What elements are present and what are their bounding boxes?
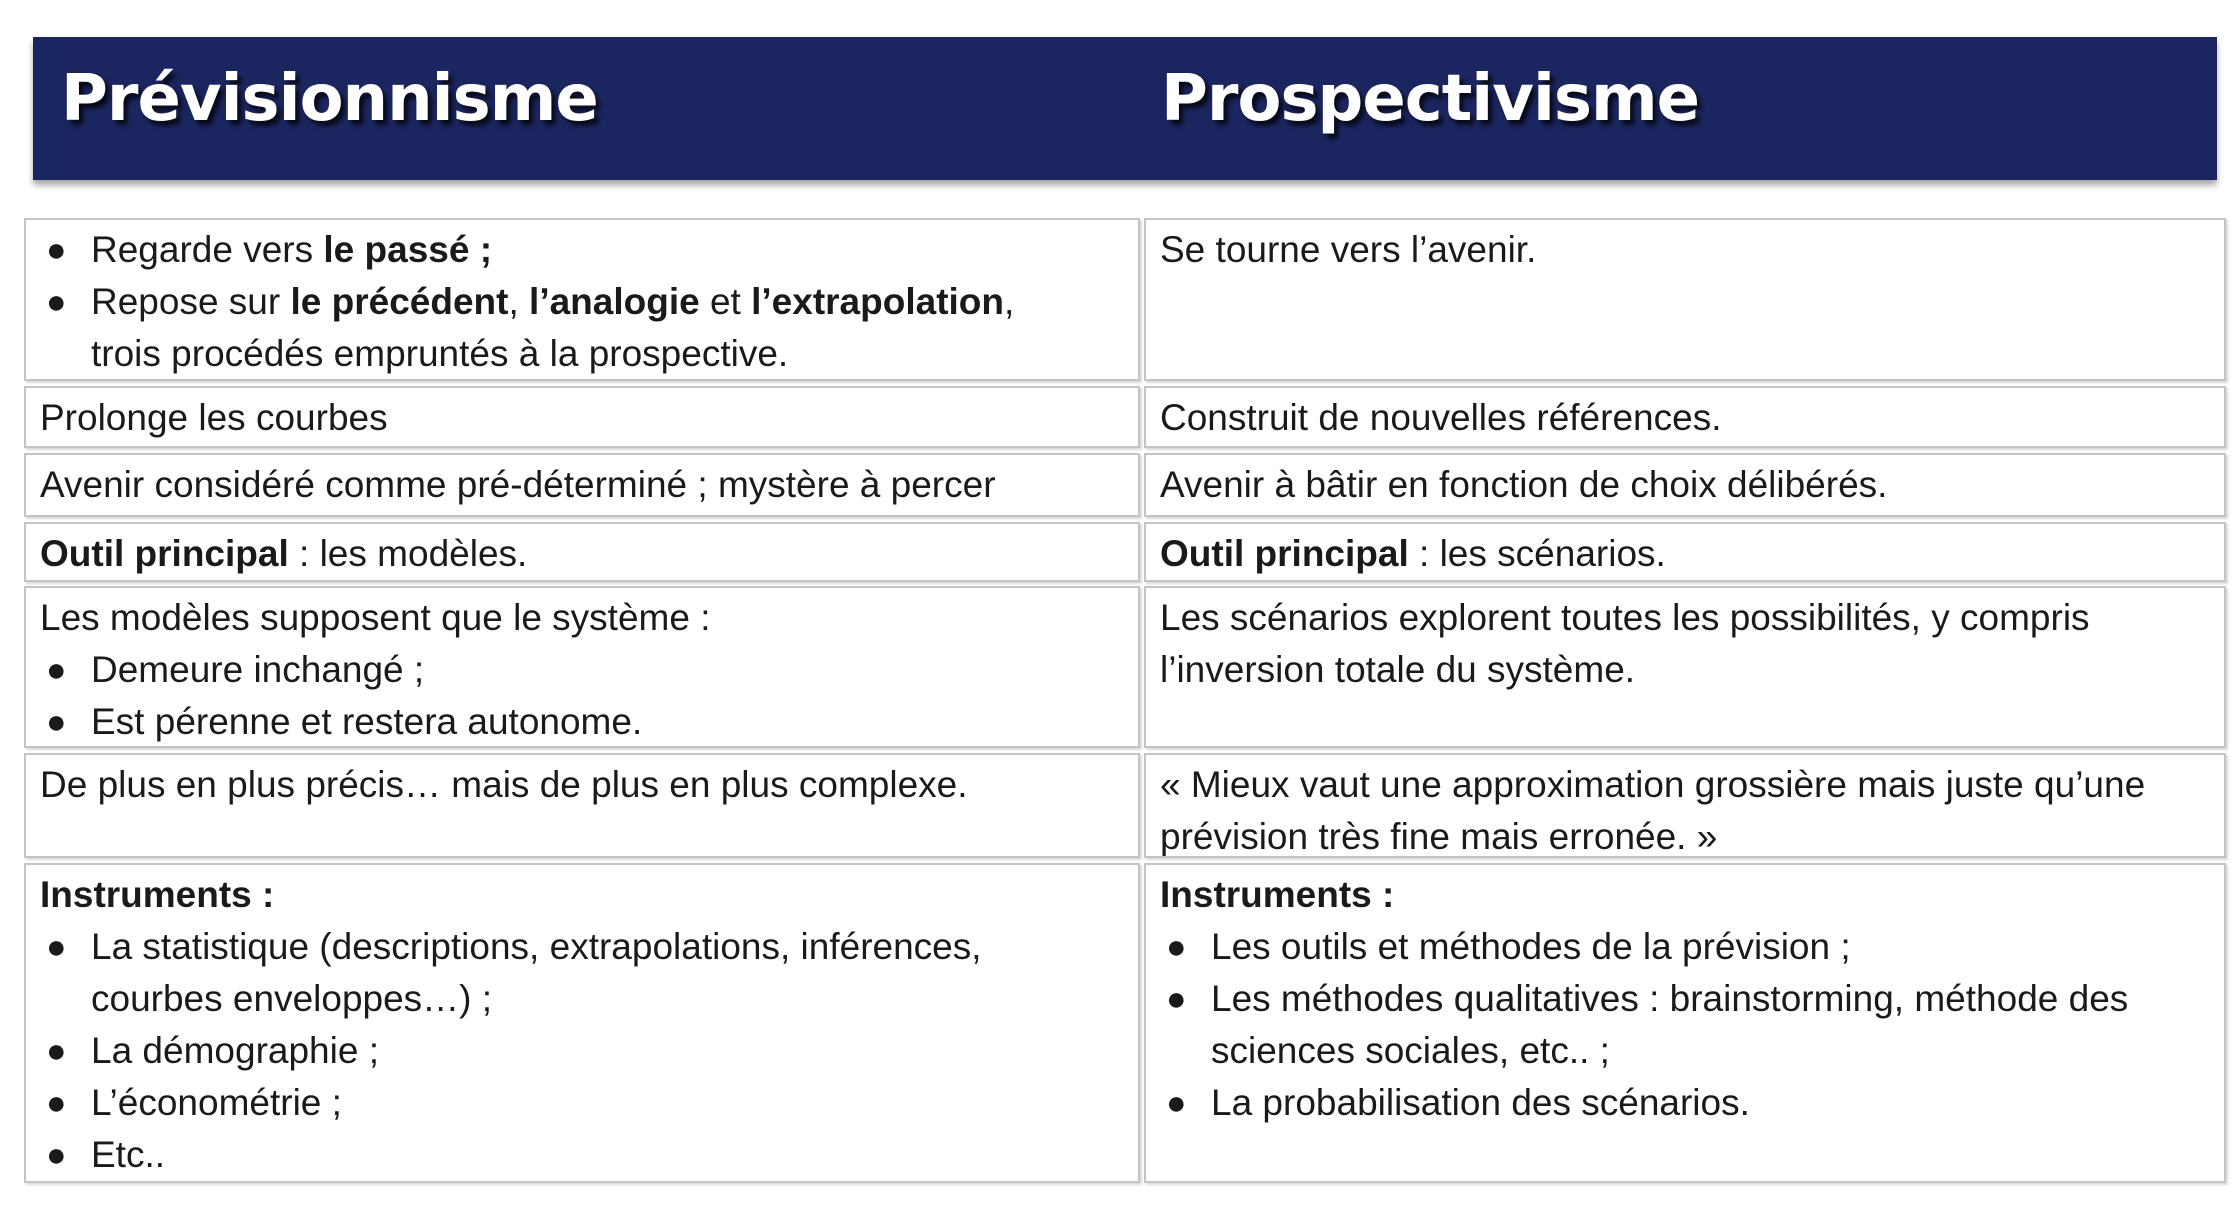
- list-item: [40, 1129, 1124, 1181]
- bullet-icon: ●: [46, 651, 67, 689]
- list-item: [1160, 921, 2210, 973]
- row6-right-line2: prévision très fine mais erronée. »: [1160, 816, 1718, 857]
- row7-left-cell: [24, 863, 1140, 1183]
- list-item: [1160, 973, 2210, 1077]
- row4-right-cell: [1144, 522, 2226, 582]
- list-item: [40, 276, 1124, 380]
- list-item: [40, 644, 1124, 696]
- row4-right-rest: : les scénarios.: [1408, 533, 1666, 574]
- row1-item1-bold: le passé ;: [323, 229, 493, 270]
- row4-right-text: [1160, 528, 2210, 580]
- row1-left-cell: [24, 218, 1140, 381]
- row7-right-heading: Instruments :: [1160, 874, 1395, 915]
- row1-item2-text: Repose sur: [91, 281, 291, 322]
- row3-left-text: Avenir considéré comme pré-déterminé ; mystère à percer: [40, 464, 996, 505]
- bullet-icon: ●: [46, 1136, 67, 1174]
- list-item: [40, 696, 1124, 748]
- row7-right-item-cont: sciences sociales, etc.. ;: [1211, 1030, 1610, 1071]
- row7-left-item: Etc..: [91, 1134, 166, 1175]
- list-item: [40, 1077, 1124, 1129]
- row3-right-text: Avenir à bâtir en fonction de choix délibérés.: [1160, 464, 1888, 505]
- row1-left-list: [40, 224, 1124, 380]
- row1-item2-post: ,: [1004, 281, 1015, 322]
- row6-left-text: De plus en plus précis… mais de plus en plus complexe.: [40, 764, 968, 805]
- row1-item1-text: Regarde vers: [91, 229, 324, 270]
- row1-item2-sep2: et: [699, 281, 752, 322]
- row7-right-item: La probabilisation des scénarios.: [1211, 1082, 1750, 1123]
- row3-left-cell: [24, 453, 1140, 517]
- header-title-previsionnisme: Prévisionnisme: [61, 62, 598, 136]
- row1-item2-bold3: l’extrapolation: [751, 281, 1005, 322]
- list-item: [40, 921, 1124, 1025]
- row2-left-text: Prolonge les courbes: [40, 397, 388, 438]
- bullet-icon: ●: [46, 1032, 67, 1070]
- row4-left-rest: : les modèles.: [288, 533, 528, 574]
- row4-left-text: [40, 528, 1124, 580]
- header-title-prospectivisme: Prospectivisme: [1161, 62, 1700, 136]
- list-item: [40, 224, 1124, 276]
- row4-left-bold: Outil principal: [40, 533, 289, 574]
- bullet-icon: ●: [46, 283, 67, 321]
- row6-right-line1: « Mieux vaut une approximation grossière mais juste qu’une: [1160, 764, 2146, 805]
- row7-left-heading: Instruments :: [40, 874, 275, 915]
- row7-right-item: Les outils et méthodes de la prévision ;: [1211, 926, 1851, 967]
- row6-left-cell: [24, 753, 1140, 858]
- row1-item2-sep1: ,: [508, 281, 530, 322]
- row3-right-cell: [1144, 453, 2226, 517]
- row5-left-item: Est pérenne et restera autonome.: [91, 701, 643, 742]
- row1-item2-bold2: l’analogie: [529, 281, 700, 322]
- row1-right-text: Se tourne vers l’avenir.: [1160, 229, 1537, 270]
- row1-right-cell: [1144, 218, 2226, 381]
- row5-right-line2: l’inversion totale du système.: [1160, 649, 1636, 690]
- row5-left-intro: Les modèles supposent que le système :: [40, 597, 711, 638]
- bullet-icon: ●: [46, 1084, 67, 1122]
- row7-left-item: L’économétrie ;: [91, 1082, 342, 1123]
- row7-left-item: La démographie ;: [91, 1030, 379, 1071]
- bullet-icon: ●: [46, 231, 67, 269]
- table-header: [33, 37, 2217, 180]
- list-item: [40, 1025, 1124, 1077]
- row5-left-item: Demeure inchangé ;: [91, 649, 425, 690]
- row7-left-list: [40, 921, 1124, 1181]
- bullet-icon: ●: [1166, 1084, 1187, 1122]
- row7-left-item-cont: courbes enveloppes…) ;: [91, 978, 493, 1019]
- row5-right-cell: [1144, 586, 2226, 748]
- row2-left-cell: [24, 386, 1140, 448]
- row5-left-cell: [24, 586, 1140, 748]
- row7-right-list: [1160, 921, 2210, 1129]
- row1-item2-line2: trois procédés empruntés à la prospective.: [91, 333, 789, 374]
- row5-left-list: [40, 644, 1124, 748]
- list-item: [1160, 1077, 2210, 1129]
- row7-right-item: Les méthodes qualitatives : brainstorming, méthode des: [1211, 978, 2129, 1019]
- bullet-icon: ●: [1166, 928, 1187, 966]
- row2-right-cell: [1144, 386, 2226, 448]
- row2-right-text: Construit de nouvelles références.: [1160, 397, 1722, 438]
- bullet-icon: ●: [46, 703, 67, 741]
- row5-right-line1: Les scénarios explorent toutes les possibilités, y compris: [1160, 597, 2090, 638]
- row4-left-cell: [24, 522, 1140, 582]
- bullet-icon: ●: [1166, 980, 1187, 1018]
- row6-right-cell: [1144, 753, 2226, 858]
- row1-item2-bold1: le précédent: [290, 281, 509, 322]
- row4-right-bold: Outil principal: [1160, 533, 1409, 574]
- bullet-icon: ●: [46, 928, 67, 966]
- row7-right-cell: [1144, 863, 2226, 1183]
- row7-left-item: La statistique (descriptions, extrapolations, inférences,: [91, 926, 982, 967]
